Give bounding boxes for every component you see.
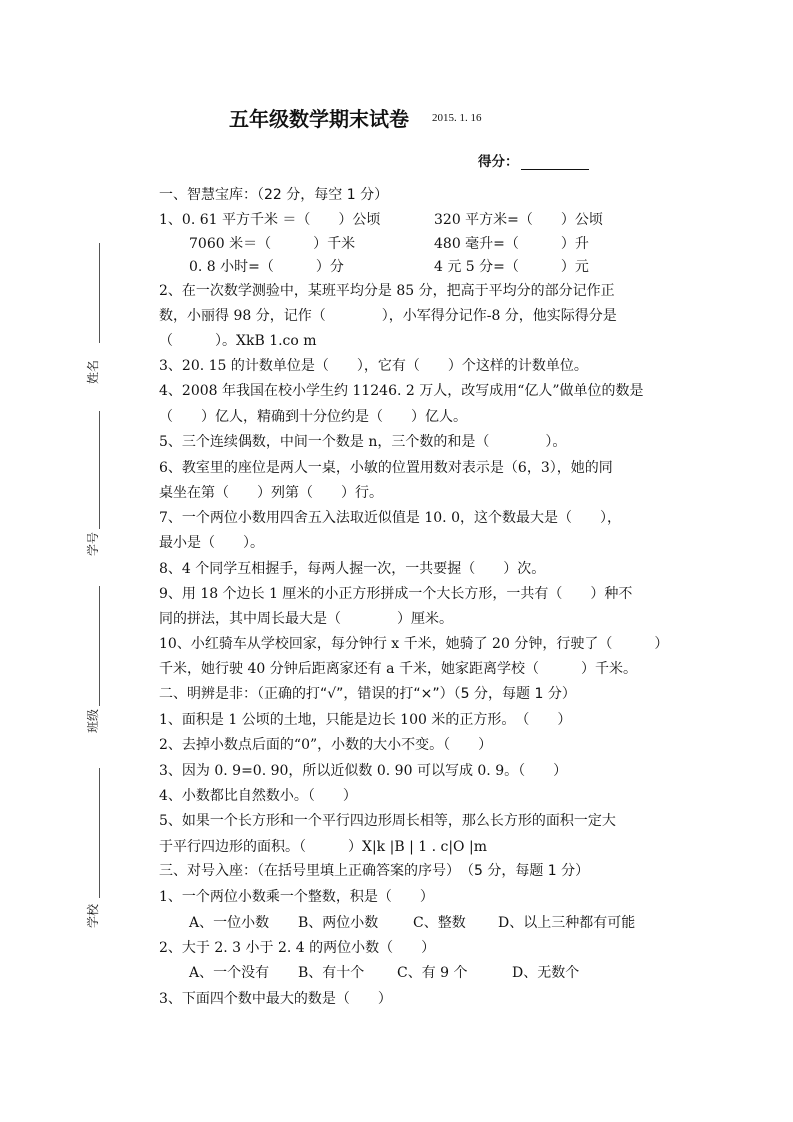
s1-q2-line2: 数，小丽得 98 分，记作（ ），小军得分记作-8 分，他实际得分是: [159, 308, 617, 324]
section2-heading: 二、明辨是非：（正确的打“√”，错误的打“×”）（5 分，每题 1 分）: [159, 686, 576, 702]
margin-line-name: [99, 243, 100, 343]
s1-q10-line1: 10、小红骑车从学校回家，每分钟行 x 千米，她骑了 20 分钟，行驶了（ ）: [159, 636, 669, 652]
s2-item-4: 4、小数都比自然数小。（ ）: [159, 788, 357, 804]
s3-q1-option-a: A、一位小数: [189, 915, 270, 931]
s1-q1-row3-right: 4 元 5 分=（ ）元: [434, 259, 589, 275]
s1-q6-line1: 6、教室里的座位是两人一桌，小敏的位置用数对表示是（6，3），她的同: [159, 460, 613, 476]
s1-q1-row2-left: 7060 米＝（ ）千米: [189, 236, 356, 252]
s1-q4-line2: （ ）亿人，精确到十分位约是（ ）亿人。: [159, 409, 467, 425]
s1-q4-line1: 4、2008 年我国在校小学生约 11246. 2 万人，改写成用“亿人”做单位的数是: [159, 383, 644, 399]
s1-q7-line2: 最小是（ ）。: [159, 535, 264, 551]
s1-q1-row3-left: 0. 8 小时=（ ）分: [189, 259, 344, 275]
s1-q10-line2: 千米，她行驶 40 分钟后距离家还有 a 千米，她家距离学校（ ）千米。: [159, 661, 637, 677]
score-label: 得分：: [478, 154, 519, 170]
s1-q5: 5、三个连续偶数，中间一个数是 n，三个数的和是（ ）。: [159, 434, 567, 450]
s3-q2-option-c: C、有 9 个: [397, 965, 468, 981]
section1-heading: 一、智慧宝库：（22 分，每空 1 分）: [159, 187, 389, 203]
s3-q2-option-a: A、一个没有: [189, 965, 270, 981]
s2-item-2: 2、去掉小数点后面的“0”，小数的大小不变。（ ）: [159, 737, 493, 753]
s1-q9-line2: 同的拼法，其中周长最大是（ ）厘米。: [159, 611, 453, 627]
s3-q1-stem: 1、一个两位小数乘一个整数，积是（ ）: [159, 889, 434, 905]
s3-q2-option-b: B、有十个: [298, 965, 365, 981]
s1-q8: 8、4 个同学互相握手，每两人握一次，一共要握（ ）次。: [159, 561, 546, 577]
s3-q1-option-d: D、以上三种都有可能: [498, 915, 636, 931]
margin-line-student-id: [99, 411, 100, 529]
margin-label-student-id: 学号: [86, 531, 100, 556]
s1-q6-line2: 桌坐在第（ ）列第（ ）行。: [159, 485, 383, 501]
s3-q3-stem: 3、下面四个数中最大的数是（ ）: [159, 991, 392, 1007]
s1-q3: 3、20. 15 的计数单位是（ ），它有（ ）个这样的计数单位。: [159, 358, 588, 374]
exam-date: 2015. 1. 16: [432, 112, 482, 124]
exam-title: 五年级数学期末试卷: [229, 107, 409, 131]
s2-item-5-line1: 5、如果一个长方形和一个平行四边形周长相等，那么长方形的面积一定大: [159, 813, 616, 829]
margin-line-school: [99, 768, 100, 898]
score-blank[interactable]: [521, 155, 589, 170]
margin-label-name: 姓名: [86, 359, 100, 384]
s1-q7-line1: 7、一个两位小数用四舍五入法取近似值是 10. 0，这个数最大是（ ），: [159, 510, 621, 526]
s3-q2-option-d: D、无数个: [512, 965, 580, 981]
s1-q2-line3: （ ）。XkB 1.co m: [159, 333, 317, 349]
s1-q9-line1: 9、用 18 个边长 1 厘米的小正方形拼成一个大长方形，一共有（ ）种不: [159, 586, 633, 602]
s3-q1-option-b: B、两位小数: [298, 915, 379, 931]
s1-q1-row1-left: 1、0. 61 平方千米 ＝（ ）公顷: [159, 212, 381, 228]
s2-item-5-line2: 于平行四边形的面积。（ ）X|k |B | 1 . c|O |m: [159, 839, 487, 855]
s2-item-3: 3、因为 0. 9=0. 90，所以近似数 0. 90 可以写成 0. 9。（ ）: [159, 763, 568, 779]
s3-q1-option-c: C、整数: [413, 915, 466, 931]
margin-line-class: [99, 586, 100, 706]
margin-label-school: 学校: [86, 903, 100, 928]
s1-q1-row2-right: 480 毫升=（ ）升: [434, 236, 589, 252]
margin-label-class: 班级: [86, 708, 100, 733]
s2-item-1: 1、面积是 1 公顷的土地，只能是边长 100 米的正方形。 （ ）: [159, 712, 572, 728]
score-field: [478, 150, 589, 170]
s1-q1-row1-right: 320 平方米=（ ）公顷: [434, 212, 603, 228]
s1-q2-line1: 2、在一次数学测验中，某班平均分是 85 分，把高于平均分的部分记作正: [159, 283, 615, 299]
section3-heading: 三、对号入座：（在括号里填上正确答案的序号） （5 分，每题 1 分）: [159, 863, 590, 879]
s3-q2-stem: 2、大于 2. 3 小于 2. 4 的两位小数（ ）: [159, 940, 436, 956]
